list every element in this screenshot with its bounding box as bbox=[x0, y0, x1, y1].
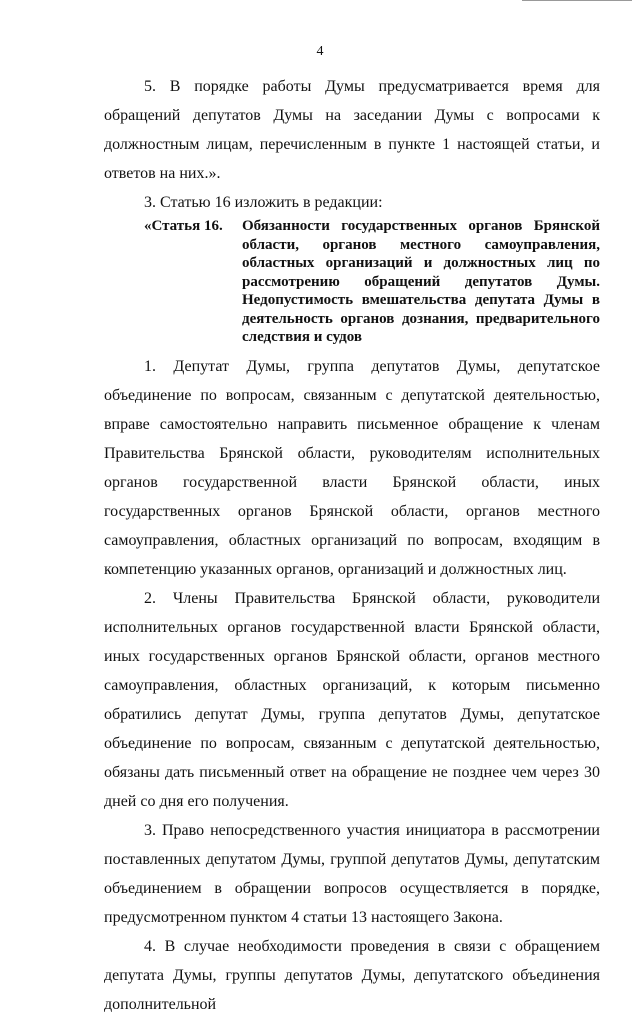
top-edge-line bbox=[522, 0, 632, 1]
paragraph-5-question-time: 5. В порядке работы Думы предусматривается время для обращений депутатов Думы на заседании Думы с вопросами к должностным лицам, перечисленным в пункте 1 настоящей статьи, и ответов на них.». bbox=[104, 78, 600, 182]
paragraph-2-response-deadline: 2. Члены Правительства Брянской области, руководители исполнительных органов государственной власти Брянской области, иных государственных органов Брянской области, органов местного самоуправления, областных организаций, к которым письменно обратились депутат Думы, группа депутатов Думы, депутатское объединение по вопросам, связанным с депутатской деятельностью, обязаны дать письменный ответ на обращение не позднее чем через 30 дней со дня его получения. bbox=[104, 589, 600, 810]
paragraph-4-additional-check: 4. В случае необходимости проведения в связи с обращением депутата Думы, группы депутатов Думы, депутатского объединения дополнительной bbox=[104, 937, 600, 1013]
page-number: 4 bbox=[316, 44, 324, 59]
article-number: «Статья 16. bbox=[144, 218, 223, 234]
paragraph-amend-article-16: 3. Статью 16 изложить в редакции: bbox=[144, 194, 383, 211]
article-heading bbox=[104, 217, 600, 347]
paragraph-1-written-appeal: 1. Депутат Думы, группа депутатов Думы, депутатское объединение по вопросам, связанным с депутатской деятельностью, вправе самостоятельно направить письменное обращение к членам Правительства Брянской области, руководителям исполнительных органов государственной власти Брянской области, иных государственных органов Брянской области, органов местного самоуправления, областных организаций по вопросам, входящим в компетенцию указанных органов, организаций и должностных лиц. bbox=[104, 357, 600, 578]
paragraph-3-initiator-participation: 3. Право непосредственного участия инициатора в рассмотрении поставленных депутатом Думы, группой депутатов Думы, депутатским объединением в обращении вопросов осуществляется в порядке, предусмотренном пунктом 4 статьи 13 настоящего Закона. bbox=[104, 821, 600, 926]
document-body bbox=[104, 72, 600, 1019]
article-title: Обязанности государственных органов Брянской области, органов местного самоуправления, областных организаций и должностных лиц по рассмотрению обращений депутатов Думы. Недопустимость вмешательства депутата Думы в деятельность органов дознания, предварительного следствия и судов bbox=[242, 218, 600, 345]
